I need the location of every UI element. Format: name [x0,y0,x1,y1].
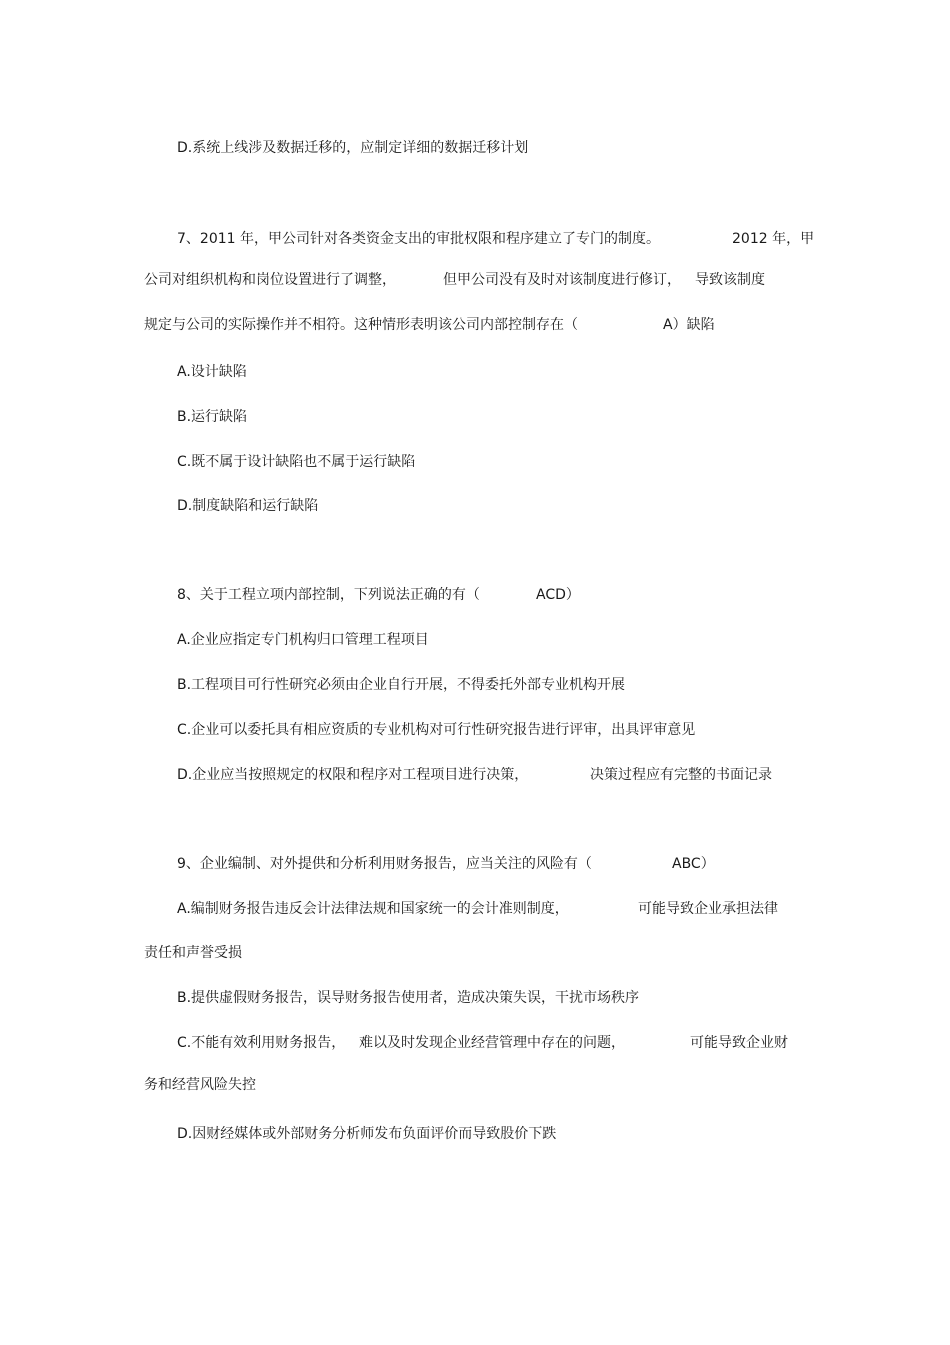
q7-option-a: A.设计缺陷 [177,364,247,380]
q9-option-c-text: C.不能有效利用财务报告， [177,1035,346,1051]
q9-option-b: B.提供虚假财务报告，误导财务报告使用者，造成决策失误，干扰市场秩序 [177,990,640,1006]
q7-stem-text: 7、2011 年，甲公司针对各类资金支出的审批权限和程序建立了专门的制度。 [177,231,660,247]
q7-stem-text-cont: 但甲公司没有及时对该制度进行修订， [443,272,681,288]
q8-option-d-text-cont: 决策过程应有完整的书面记录 [590,767,772,783]
q8-option-c: C.企业可以委托具有相应资质的专业机构对可行性研究报告进行评审，出具评审意见 [177,722,696,738]
q9-option-c-text-cont: 可能导致企业财 [690,1035,788,1051]
q7-option-b: B.运行缺陷 [177,409,248,425]
q7-option-c: C.既不属于设计缺陷也不属于运行缺陷 [177,454,416,470]
q7-stem-text: 公司对组织机构和岗位设置进行了调整， [144,272,396,288]
q7-option-d: D.制度缺陷和运行缺陷 [177,498,319,514]
q9-option-a-text: A.编制财务报告违反会计法律法规和国家统一的会计准则制度， [177,901,569,917]
q7-stem-text: 规定与公司的实际操作并不相符。这种情形表明该公司内部控制存在（ [144,317,578,333]
q8-option-d-text: D.企业应当按照规定的权限和程序对工程项目进行决策， [177,767,529,783]
q9-option-a-text-cont: 可能导致企业承担法律 [638,901,778,917]
q9-option-a-line-2: 责任和声誉受损 [144,945,242,961]
q9-answer: ABC） [672,856,715,872]
q8-answer: ACD） [536,587,580,603]
q9-option-c-text-cont: 难以及时发现企业经营管理中存在的问题， [359,1035,625,1051]
q8-option-b: B.工程项目可行性研究必须由企业自行开展，不得委托外部专业机构开展 [177,677,626,693]
q7-stem-text-cont: 导致该制度 [695,272,765,288]
q8-option-a: A.企业应指定专门机构归口管理工程项目 [177,632,429,648]
q8-stem-text: 8、关于工程立项内部控制，下列说法正确的有（ [177,587,480,603]
q9-option-c-line-2: 务和经营风险失控 [144,1077,256,1093]
q7-answer: A）缺陷 [663,317,715,333]
prev-option-d: D.系统上线涉及数据迁移的，应制定详细的数据迁移计划 [177,140,529,156]
q7-stem-text-cont: 2012 年，甲 [732,231,815,247]
q9-stem-text: 9、企业编制、对外提供和分析利用财务报告，应当关注的风险有（ [177,856,592,872]
q9-option-d: D.因财经媒体或外部财务分析师发布负面评价而导致股价下跌 [177,1126,557,1142]
